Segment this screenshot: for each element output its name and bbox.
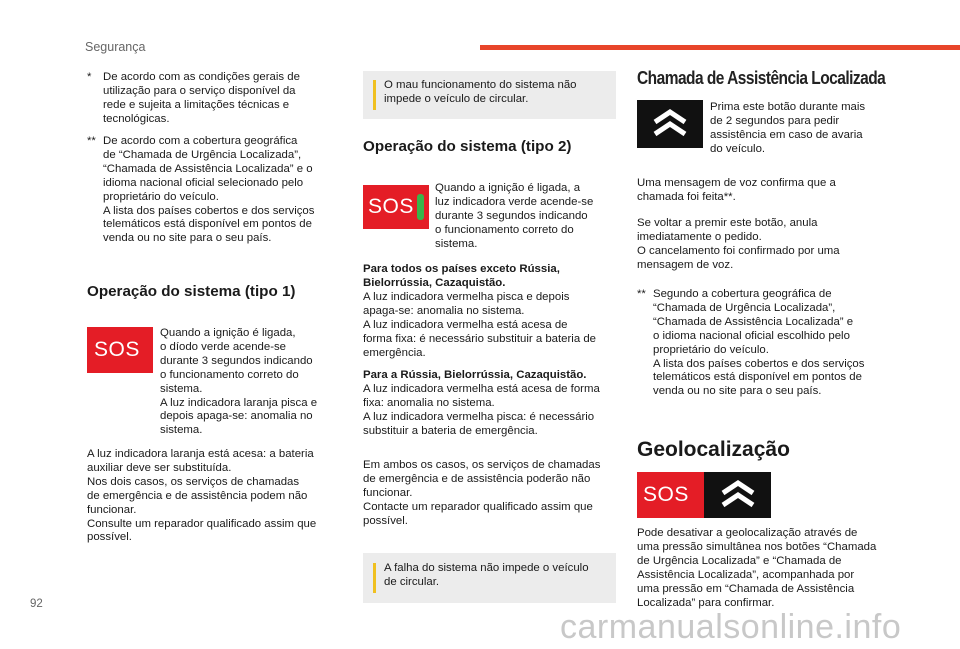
text-line: Contacte um reparador qualificado assim que	[363, 500, 593, 513]
text-line: uma pressão em “Chamada de Assistência	[637, 582, 855, 595]
text-line: o idioma nacional oficial escolhido pelo	[653, 329, 850, 342]
text-line: A luz indicadora vermelha pisca e depois	[363, 291, 570, 303]
text-line: proprietário do veículo.	[103, 190, 219, 203]
text-line: de Urgência Localizada” e “Chamada de	[637, 554, 842, 567]
text-line: A lista dos países cobertos e dos serviços	[103, 204, 315, 217]
text-line: fixa: anomalia no sistema.	[363, 396, 495, 409]
text-line: de 2 segundos para pedir	[710, 114, 840, 127]
footnote-mark: *	[87, 71, 92, 83]
text-line: Em ambos os casos, os serviços de chamadas	[363, 459, 601, 471]
text-line: proprietário do veículo.	[653, 343, 769, 356]
text-line: apaga-se: anomalia no sistema.	[363, 304, 525, 317]
text-line: Segundo a cobertura geográfica de	[653, 288, 832, 300]
info-text	[384, 79, 608, 107]
text-line: assistência em caso de avaria	[710, 128, 863, 141]
text-line: uma pressão simultânea nos botões “Chamada	[637, 540, 877, 553]
assistance-cancel-paragraph	[637, 217, 892, 273]
text-line: sistema.	[435, 237, 478, 250]
double-chevron-up-icon	[718, 478, 758, 512]
text-line: possível.	[363, 514, 408, 527]
heading-operation-type1: Operação do sistema (tipo 1)	[87, 283, 296, 300]
text-line: Nos dois casos, os serviços de chamadas	[87, 475, 300, 488]
footnote-conditions	[87, 71, 337, 127]
text-line: possível.	[87, 531, 132, 544]
text-line: durante 3 segundos indicando	[160, 354, 313, 367]
text-line: Uma mensagem de voz confirma que a	[637, 177, 836, 189]
text-line: de “Chamada de Urgência Localizada”,	[103, 148, 302, 161]
text-line: emergência.	[363, 346, 426, 359]
text-line: O cancelamento foi confirmado por uma	[637, 244, 840, 257]
type2-description	[435, 182, 615, 252]
watermark: carmanualsonline.info	[560, 608, 902, 646]
info-box-malfunction	[363, 71, 616, 119]
type2-subheading-russia: Para a Rússia, Bielorrússia, Cazaquistão.	[363, 369, 587, 381]
info-box-failure	[363, 553, 616, 603]
text-line: A luz indicadora vermelha está acesa de	[363, 318, 568, 331]
geolocation-paragraph	[637, 527, 895, 610]
text-line: o díodo verde acende-se	[160, 340, 287, 353]
sos-button-type2-icon	[363, 185, 429, 229]
footnote-mark: **	[87, 135, 96, 147]
text-line: Consulte um reparador qualificado assim que	[87, 517, 317, 530]
text-line: Pode desativar a geolocalização através de	[637, 527, 858, 539]
text-line: tecnológicas.	[103, 112, 170, 125]
assistance-button-description	[710, 101, 890, 157]
text-line: A luz indicadora laranja pisca e	[160, 396, 318, 409]
text-line: De acordo com as condições gerais de	[103, 71, 300, 83]
text-line: depois apaga-se: anomalia no	[160, 410, 313, 423]
text-line: chamada foi feita**.	[637, 190, 736, 203]
footnote-text	[653, 288, 864, 399]
type1-battery-paragraph	[87, 448, 342, 545]
text-line: utilização para o serviço disponível da	[103, 84, 296, 97]
text-line: de emergência e de assistência podem não	[87, 489, 308, 502]
text-line: De acordo com a cobertura geográfica	[103, 135, 298, 147]
sos-label: SOS	[368, 195, 414, 218]
text-line: “Chamada de Assistência Localizada” e o	[103, 162, 313, 175]
text-line: Localizada” para confirmar.	[637, 596, 775, 609]
text-line: idioma nacional oficial selecionado pelo	[103, 176, 304, 189]
text-line: Para todos os países exceto Rússia,	[363, 263, 560, 275]
text-line: telemáticos está disponível em pontos de	[653, 371, 862, 384]
text-line: o funcionamento correto do	[435, 223, 574, 236]
text-line: A luz indicadora laranja está acesa: a bateria	[87, 448, 314, 460]
text-line: O mau funcionamento do sistema não	[384, 79, 577, 91]
type2-subheading-other-countries	[363, 263, 618, 291]
sos-button-type1-icon	[87, 327, 153, 373]
text-line: A falha do sistema não impede o veículo	[384, 562, 589, 574]
text-line: mensagem de voz.	[637, 258, 734, 271]
text-line: venda ou no site para o seu país.	[653, 385, 822, 398]
footnote-text	[103, 71, 300, 127]
text-line: funcionar.	[87, 503, 137, 516]
text-line: de emergência e de assistência poderão não	[363, 472, 591, 485]
footnote-text	[103, 135, 314, 246]
text-line: auxiliar deve ser substituída.	[87, 461, 232, 474]
page-number: 92	[30, 598, 43, 610]
text-line: sistema.	[160, 424, 203, 437]
text-line: luz indicadora verde acende-se	[435, 195, 594, 208]
heading-assistance-call: Chamada de Assistência Localizada	[637, 68, 886, 88]
footnote-coverage-assistance	[637, 288, 892, 399]
text-line: A luz indicadora vermelha está acesa de forma	[363, 383, 600, 395]
type1-description	[160, 327, 340, 438]
text-line: rede e sujeita a limitações técnicas e	[103, 98, 290, 111]
type2-services-paragraph	[363, 459, 621, 529]
text-line: durante 3 segundos indicando	[435, 209, 588, 222]
footnote-coverage	[87, 135, 337, 246]
text-line: impede o veículo de circular.	[384, 92, 529, 105]
text-line: A lista dos países cobertos e dos serviços	[653, 357, 865, 370]
footnote-mark: **	[637, 288, 646, 300]
text-line: substituir a bateria de emergência.	[363, 424, 538, 437]
text-line: o funcionamento correto do	[160, 368, 299, 381]
heading-geolocation: Geolocalização	[637, 438, 790, 461]
text-line: “Chamada de Assistência Localizada” e	[653, 315, 854, 328]
geolocation-buttons-icon	[637, 472, 771, 518]
text-line: Prima este botão durante mais	[710, 101, 866, 113]
info-icon	[373, 80, 376, 110]
text-line: Quando a ignição é ligada,	[160, 327, 296, 339]
text-line: funcionar.	[363, 486, 413, 499]
text-line: Quando a ignição é ligada, a	[435, 182, 581, 194]
text-line: Se voltar a premir este botão, anula	[637, 217, 818, 229]
green-led-icon	[417, 194, 424, 220]
text-line: do veículo.	[710, 142, 766, 155]
heading-operation-type2: Operação do sistema (tipo 2)	[363, 138, 572, 155]
text-line: Assistência Localizada”, acompanhada por	[637, 568, 855, 581]
assistance-button-icon	[704, 472, 771, 518]
text-line: “Chamada de Urgência Localizada”,	[653, 301, 836, 314]
text-line: telemáticos está disponível em pontos de	[103, 218, 312, 231]
text-line: Bielorrússia, Cazaquistão.	[363, 276, 506, 289]
type2-other-countries-text	[363, 291, 618, 361]
type2-russia-text	[363, 383, 621, 439]
sos-label: SOS	[94, 338, 140, 361]
assistance-confirmation-paragraph	[637, 177, 892, 205]
text-line: forma fixa: é necessário substituir a bateria de	[363, 332, 596, 345]
info-text	[384, 562, 608, 590]
text-line: imediatamente o pedido.	[637, 230, 762, 243]
header-accent-bar	[480, 45, 960, 50]
sos-label: SOS	[643, 483, 689, 506]
assistance-button-icon	[637, 100, 703, 148]
double-chevron-up-icon	[650, 107, 690, 141]
text-line: sistema.	[160, 382, 203, 395]
text-line: A luz indicadora vermelha pisca: é necessário	[363, 410, 595, 423]
sos-button-icon	[637, 472, 704, 518]
text-line: venda ou no site para o seu país.	[103, 232, 272, 245]
text-line: de circular.	[384, 575, 440, 588]
info-icon	[373, 563, 376, 593]
section-label: Segurança	[85, 40, 146, 54]
